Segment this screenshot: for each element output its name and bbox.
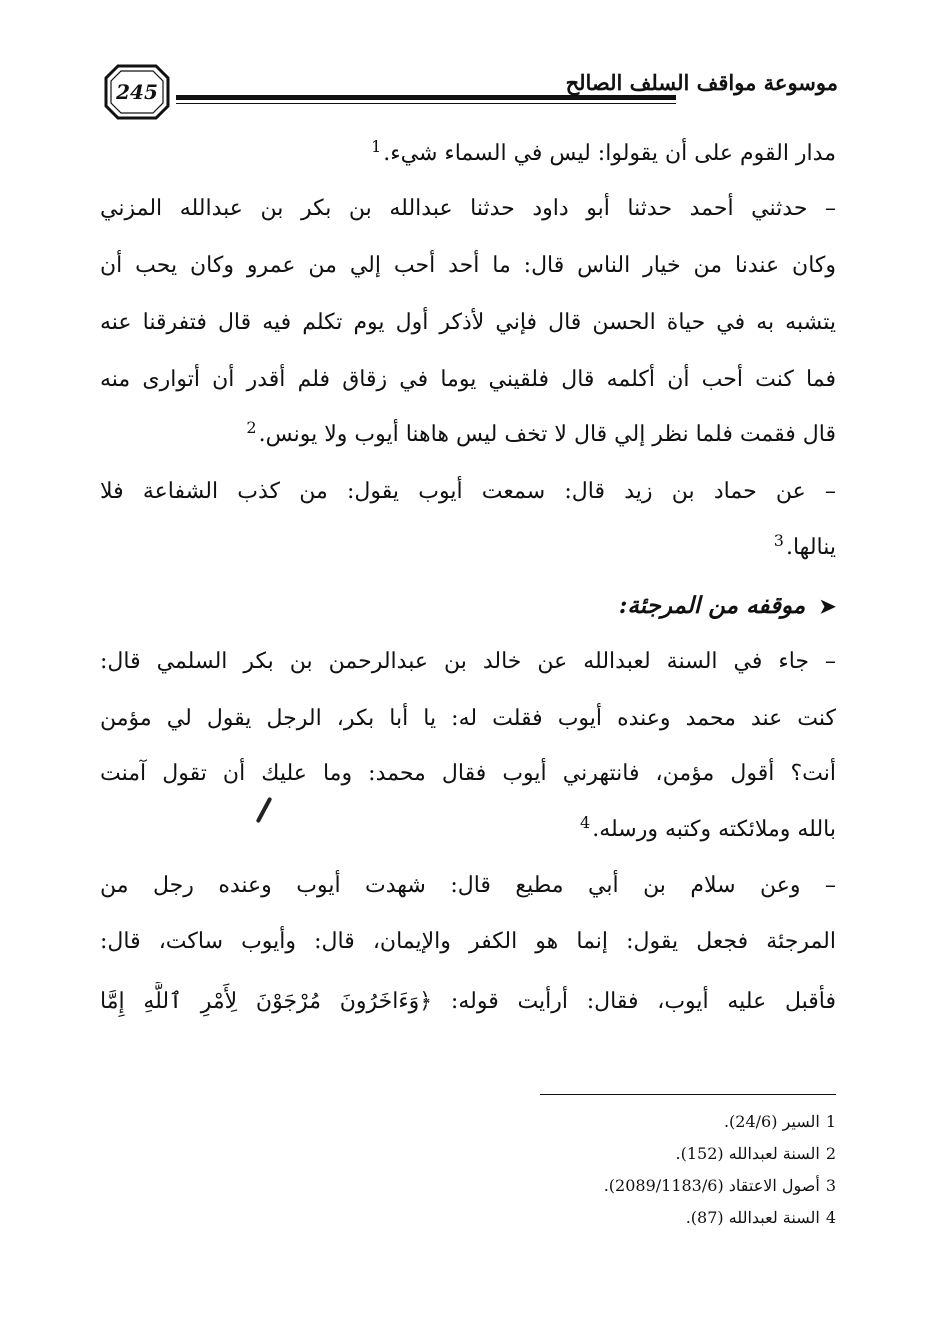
page-header (98, 58, 838, 128)
page-number: 245 (116, 80, 158, 104)
footnote-separator (540, 1094, 836, 1095)
body-line: ينالها.$^3$ (773, 530, 836, 560)
body-line: المرجئة فجعل يقول: إنما هو الكفر والإيمان، قال: وأيوب ساكت، قال: (100, 929, 836, 954)
body-line: بالله وملائكته وكتبه ورسله.$^4$ (580, 812, 836, 842)
book-title: موسوعة مواقف السلف الصالح (565, 70, 838, 95)
body-line: – وعن سلام بن أبي مطيع قال: شهدت أيوب وعنده رجل من (100, 873, 836, 898)
body-line: – عن حماد بن زيد قال: سمعت أيوب يقول: من كذب الشفاعة فلا (100, 479, 836, 504)
body-line: يتشبه به في حياة الحسن قال فإني لأذكر أول يوم تكلم فيه قال فتفرقنا عنه (100, 310, 836, 335)
footnote-item: 4السنة لعبدالله (87). (685, 1208, 836, 1227)
page-number-badge (104, 64, 170, 120)
body-line: – جاء في السنة لعبدالله عن خالد بن عبدالرحمن بن بكر السلمي قال: (100, 649, 836, 674)
footnote-ref: 3 (773, 530, 784, 550)
body-line: فما كنت أحب أن أكلمه قال فلقيني يوما في زقاق فلم أقدر أن أتوارى منه (100, 367, 836, 392)
section-heading: ➤موقفه من المرجئة: (100, 586, 836, 626)
footnote-item: 1السير (24/6). (723, 1112, 836, 1131)
body-line: كنت عند محمد وعنده أيوب فقلت له: يا أبا بكر، الرجل يقول لي مؤمن (100, 706, 836, 731)
header-rule (176, 95, 676, 100)
body-line: مدار القوم على أن يقولوا: ليس في السماء شيء.$^1$ (371, 136, 836, 166)
arrowhead-icon: ➤ (819, 594, 836, 618)
footnote-ref: 4 (580, 812, 591, 832)
header-rule-thin (176, 103, 676, 104)
body-line: – حدثني أحمد حدثنا أبو داود حدثنا عبدالله بن بكر بن عبدالله المزني (100, 196, 836, 221)
footnotes (100, 1106, 836, 1234)
footnote-item: 2السنة لعبدالله (152). (675, 1144, 836, 1163)
body-line: فأقبل عليه أيوب، فقال: أرأيت قوله: ﴿وَءَاخَرُونَ مُرْجَوْنَ لِأَمْرِ ٱللَّهِ إِمَّا (100, 989, 836, 1014)
footnote-ref: 1 (371, 136, 382, 156)
body-line: قال فقمت فلما نظر إلي قال لا تخف ليس هاهنا أيوب ولا يونس.$^2$ (246, 417, 836, 447)
body-line: وكان عندنا من خيار الناس قال: ما أحد أحب إلي من عمرو وكان يحب أن (100, 253, 836, 278)
footnote-ref: 2 (246, 417, 257, 437)
body-line: أنت؟ أقول مؤمن، فانتهرني أيوب فقال محمد: وما عليك أن تقول آمنت (100, 761, 836, 786)
footnote-item: 3أصول الاعتقاد (2089/1183/6). (603, 1176, 836, 1195)
